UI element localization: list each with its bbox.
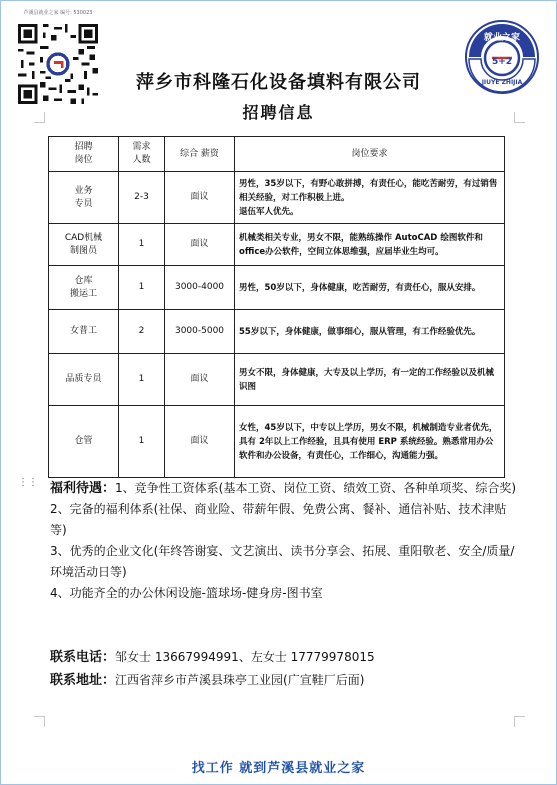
benefit-item: 福利待遇：1、竞争性工资体系(基本工资、岗位工资、绩效工资、各种单项奖、综合奖) [50,481,517,496]
header-position: 招聘 岗位 [49,137,119,172]
cell-count: 1 [119,406,165,478]
cell-count: 2-3 [119,172,165,224]
cell-position: 业务 专员 [49,172,119,224]
badge-top-text: 就业之家 [483,33,521,43]
cell-salary: 3000-5000 [165,310,235,354]
table-row [49,406,505,478]
company-title: 萍乡市科隆石化设备填料有限公司 [136,72,421,93]
benefit-item: 4、功能齐全的办公休闲设施-篮球场-健身房-图书室 [50,586,323,600]
cell-requirements: 男性，50岁以下，身体健康，吃苦耐劳，有责任心，服从安排。 [235,266,505,310]
cell-count: 1 [119,354,165,406]
cell-requirements: 女性，45岁以下，中专以上学历，男女不限，机械制造专业者优先，具有 2年以上工作经验，且具有使用 ERP 系统经验。熟悉常用办公软件和办公设备，有责任心，工作细心，沟通能力强。 [235,406,505,478]
address-value: 江西省萍乡市芦溪县珠亭工业园(广宣鞋厂后面) [115,673,365,687]
header-salary: 综合 薪资 [165,137,235,172]
cell-salary: 面议 [165,354,235,406]
jobs-table [48,136,505,478]
badge-bottom-text: JIUYE ZHIJIA [481,79,523,86]
crop-mark-bottom-right [514,716,525,727]
cell-position: 女普工 [49,310,119,354]
phone-value: 邹女士 13667994991、左女士 17779978015 [115,650,375,664]
header-requirements: 岗位要求 [235,137,505,172]
address-label: 联系地址： [50,673,116,688]
benefits-label: 福利待遇： [50,481,116,496]
benefit-item: 2、完备的福利体系(社保、商业险、带薪年假、免费公寓、餐补、通信补贴、技术津贴等) [50,502,507,537]
qr-caption: 芦溪县就业之家 编号: 530023 [23,10,93,16]
header-count: 需求 人数 [119,137,165,172]
cell-requirements: 男女不限，身体健康，大专及以上学历，有一定的工作经验以及机械识图 [235,354,505,406]
cell-salary: 面议 [165,172,235,224]
cell-requirements: 机械类相关专业，男女不限，能熟练操作 AutoCAD 绘图软件和 office办公软件，空间立体思维强，应届毕业生均可。 [235,224,505,266]
table-row [49,266,505,310]
table-row [49,172,505,224]
cell-salary: 面议 [165,224,235,266]
cell-count: 1 [119,266,165,310]
badge-center-text: 5+2 [491,57,513,67]
footer-slogan: 找工作 就到芦溪县就业之家 [191,761,366,776]
cell-requirements: 男性，35岁以下，有野心敢拼搏，有责任心，能吃苦耐劳，有过销售相关经验，对工作积极上进。 退伍军人优先。 [235,172,505,224]
contact-phone [50,646,520,665]
cell-requirements: 55岁以下，身体健康，做事细心，服从管理，有工作经验优先。 [235,310,505,354]
cell-position: 仓库 搬运工 [49,266,119,310]
cell-count: 1 [119,224,165,266]
cell-salary: 3000-4000 [165,266,235,310]
drag-handle-icon: ⋮⋮ [18,477,38,488]
table-row [49,354,505,406]
crop-mark-bottom-left [34,716,45,727]
cell-position: 仓管 [49,406,119,478]
cell-position: 品质专员 [49,354,119,406]
cell-position: CAD机械 制图员 [49,224,119,266]
cell-salary: 面议 [165,406,235,478]
phone-label: 联系电话： [50,650,116,665]
page-subtitle: 招聘信息 [242,103,315,122]
table-row [49,310,505,354]
benefits-section [50,478,520,604]
table-row [49,224,505,266]
benefit-item: 3、优秀的企业文化(年终答谢宴、文艺演出、读书分享会、拓展、重阳敬老、安全/质量/环境活动日等) [50,544,515,579]
cell-count: 2 [119,310,165,354]
table-header-row [49,137,505,172]
contact-address [50,669,520,688]
